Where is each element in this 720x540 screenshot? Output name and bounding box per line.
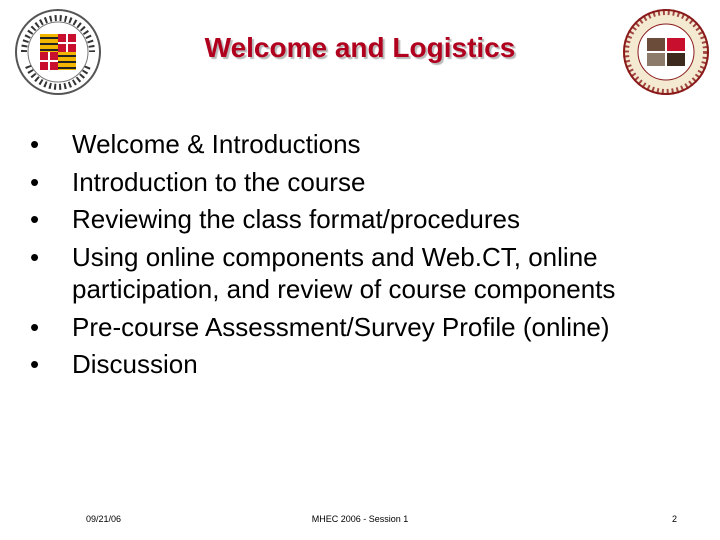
page-title: Welcome and Logistics bbox=[204, 32, 516, 63]
bullet-item: • Discussion bbox=[30, 348, 680, 381]
bullet-item: • Pre-course Assessment/Survey Profile (online) bbox=[30, 311, 680, 344]
page-number: 2 bbox=[672, 514, 678, 524]
bullet-list bbox=[30, 128, 680, 386]
bullet-item: • Using online components and Web.CT, online participation, and review of course components bbox=[30, 241, 680, 306]
educational-technology-outreach-seal-icon bbox=[622, 8, 710, 96]
bullet-item: • Reviewing the class format/procedures bbox=[30, 203, 680, 236]
footer-session: MHEC 2006 - Session 1 bbox=[311, 514, 409, 524]
bullet-item: • Introduction to the course bbox=[30, 166, 680, 199]
footer-date: 09/21/06 bbox=[86, 514, 122, 524]
bullet-item: • Welcome & Introductions bbox=[30, 128, 680, 161]
